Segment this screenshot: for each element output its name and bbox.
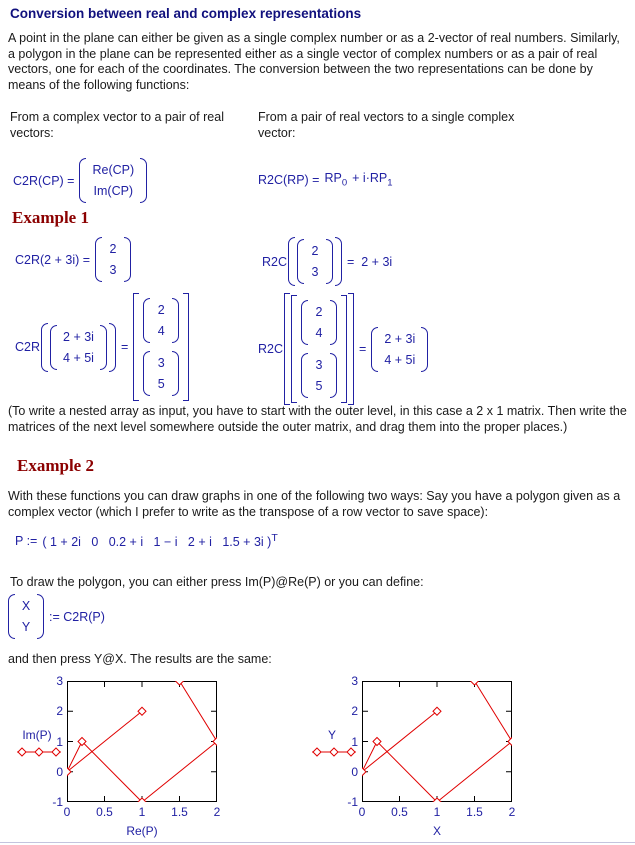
example2-paragraph3: and then press Y@X. The results are the same: [8,652,272,666]
column-vector [8,594,44,639]
result: = 2 + 3i [347,254,393,269]
x-tick-label: 0 [358,805,366,819]
y-tick-label: 1 [351,734,358,749]
paren-right [421,327,428,372]
paren-left [143,298,150,343]
paren-right [100,325,107,370]
x-tick-label: 1 [433,805,441,819]
paren-left [50,325,57,370]
data-point-marker [471,681,479,685]
vector-entry: 5 [315,379,323,393]
page-title: Conversion between real and complex representations [10,6,362,21]
formula-lhs: C2R(CP) = [13,173,75,188]
vector-entry: 2 [109,242,117,256]
vector-entry: 2 + 3i [63,329,94,344]
paren-left [41,323,48,372]
row-vector: ( 1 + 2i 0 0.2 + i 1 − i 2 + i 1.5 + 3i )$^T$ [42,532,278,550]
formula-p-definition [15,532,278,549]
vector-entry: 3 [311,265,319,279]
x-tick-label: 2 [508,805,516,819]
paren-left [288,237,295,286]
paren-right [37,594,44,639]
y-tick-label: 0 [56,764,63,779]
paren-left [301,353,308,398]
vector-entry: 3 [109,263,117,277]
outer-paren [288,237,342,286]
nested-array [291,295,347,403]
plot-frame [67,681,217,802]
vector-entry: 3 [157,356,165,370]
formula-rhs: := C2R(P) [49,609,105,624]
plot-frame [362,681,512,802]
function-name: R2C [262,254,288,269]
nested-array [133,293,189,401]
bracket-right [341,295,347,403]
x-tick-label: 0.5 [96,805,113,819]
paren-right [326,239,333,284]
example1-heading: Example 1 [12,208,89,227]
bracket-right [183,293,189,401]
paren-right [330,353,337,398]
x-tick-label: 2 [213,805,221,819]
vector-entry: 4 [157,324,165,338]
term: $RP_0$ [324,171,348,189]
y-tick-label: 1 [56,734,63,749]
paren-left [79,158,86,203]
vector-entry: 4 + 5i [384,352,416,367]
term: + $i\cdot RP_1$ [352,171,393,189]
y-tick-label: -1 [347,795,358,809]
data-series-line [362,681,512,802]
vector-entry: X [21,599,31,613]
vector-entry: 2 [157,303,165,317]
column-vector [371,327,428,372]
column-vector [143,351,179,396]
bottom-rule [0,842,635,843]
x-axis-label: X [432,824,441,838]
function-name: C2R [15,340,41,354]
column-vector [143,298,179,343]
paren-right [124,237,131,282]
column-vector [301,300,337,345]
vector-entry: Re(CP) [92,163,135,177]
vector-entry: 4 + 5i [63,350,94,365]
caption-complex-to-real: From a complex vector to a pair of real vectors: [10,110,224,140]
plot-im-vs-re [12,670,247,842]
data-series-line [67,681,217,802]
formula-c2r-definition [13,158,147,203]
column-vector [301,353,337,398]
example2-heading: Example 2 [17,456,94,475]
formula-lhs: R2C(RP) = [258,172,320,187]
paren-left [95,237,102,282]
formula-r2c-definition [258,171,393,189]
y-tick-label: 0 [351,764,358,779]
paren-right [109,323,116,372]
formula-c2r-nested [15,293,189,401]
formula-xy-definition [8,594,105,639]
equals-sign: = [359,342,367,356]
vector-entry: 3 [315,358,323,372]
column-vector [297,239,333,284]
intro-paragraph: A point in the plane can either be given as a single complex number or as a 2-vector of real numbers. Similarly, a polygon in the plane can be represented either as a single vector of complex numbers or as a pair of real vectors, one for each of the coordinates. The conversion between the two representations can be done by means of the following functions: [8,31,620,92]
formula-lhs: P := [15,533,38,548]
y-tick-label: 3 [56,674,63,688]
equals-sign: = [120,340,129,354]
caption-real-to-complex: From a pair of real vectors to a single complex vector: [258,110,515,140]
outer-paren [41,323,116,372]
vector-entry: Y [21,620,31,634]
y-tick-label: 3 [351,674,358,688]
vector-entry: 2 [311,244,319,258]
paren-left [143,351,150,396]
data-point-marker [176,681,184,685]
y-tick-label: -1 [52,795,63,809]
y-axis-label: Y [327,728,336,742]
formula-lhs: C2R(2 + 3i) = [15,252,91,267]
vector-entry: 4 [315,326,323,340]
y-tick-label: 2 [56,704,63,719]
column-vector [79,158,147,203]
x-tick-label: 0.5 [391,805,408,819]
y-axis-label: Im(P) [22,728,52,742]
paren-left [371,327,378,372]
x-tick-label: 0 [63,805,71,819]
function-name: R2C [258,342,284,356]
example2-paragraph2: To draw the polygon, you can either press Im(P)@Re(P) or you can define: [10,575,424,589]
vector-entry: 2 [315,305,323,319]
nested-array-note: (To write a nested array as input, you have to start with the outer level, in this case a 2 x 1 matrix. Then write the matrices of the next level somewhere outside the outer matrix, and drag them into the proper places.) [8,404,627,434]
plot-y-vs-x [307,670,542,842]
bracket-right [348,293,354,405]
vector-entry: 2 + 3i [384,331,416,346]
column-vector [50,325,107,370]
x-tick-label: 1 [138,805,146,819]
trace-legend-symbol [16,746,62,758]
x-axis-label: Re(P) [126,824,158,838]
formula-r2c-scalar [262,237,392,286]
transpose-superscript: T [271,532,278,544]
formula-c2r-scalar [15,237,131,282]
paren-right [172,298,179,343]
trace-legend-symbol [311,746,357,758]
formula-r2c-nested [258,293,428,405]
x-tick-label: 1.5 [171,805,188,819]
paren-right [172,351,179,396]
paren-left [297,239,304,284]
example2-paragraph1: With these functions you can draw graphs in one of the following two ways: Say you have a polygon given as a complex vector (which I prefer to write as the transpose of a row vector to save space): [8,489,621,519]
paren-right [140,158,147,203]
vector-entry: 5 [157,377,165,391]
vector-entry: Im(CP) [93,184,134,198]
paren-left [8,594,15,639]
outer-bracket [284,293,354,405]
paren-right [330,300,337,345]
paren-right [335,237,342,286]
column-vector [95,237,131,282]
y-tick-label: 2 [351,704,358,719]
x-tick-label: 1.5 [466,805,483,819]
paren-left [301,300,308,345]
